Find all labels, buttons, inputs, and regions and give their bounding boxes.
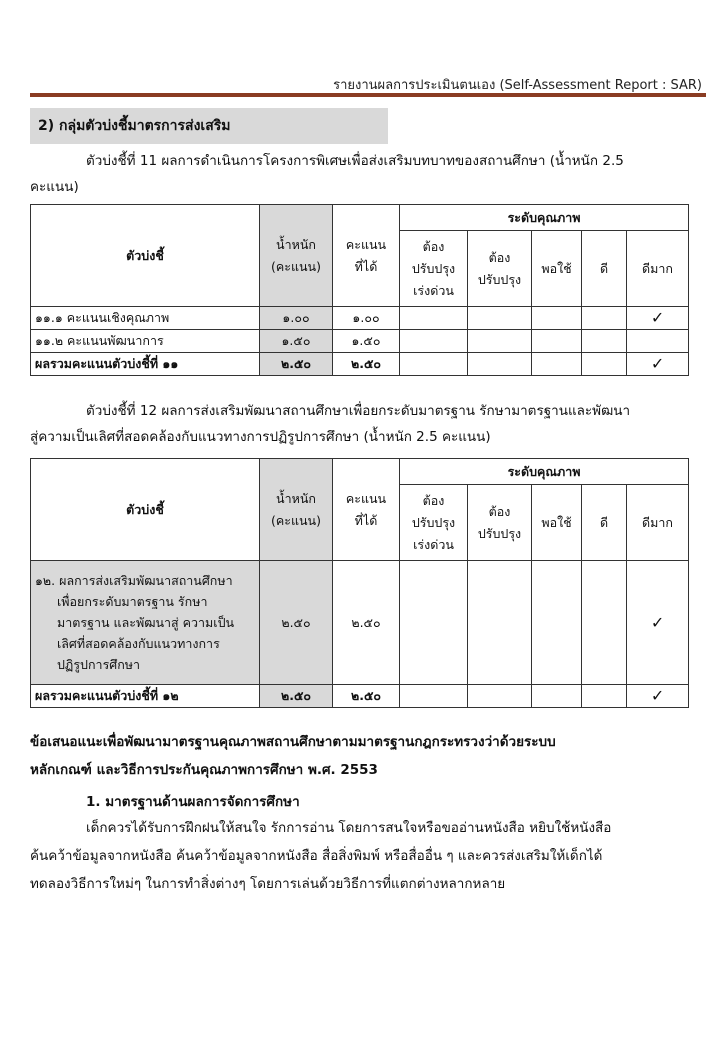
check-icon: ✓ (627, 307, 689, 330)
col-weight-header: น้ำหนัก (คะแนน) (260, 459, 333, 561)
col-weight-header: น้ำหนัก (คะแนน) (260, 205, 333, 307)
col-score-header: คะแนน ที่ได้ (333, 205, 400, 307)
total-weight: ๒.๕๐ (260, 353, 333, 376)
table-row (31, 330, 689, 353)
row-score: ๒.๕๐ (333, 561, 400, 685)
quality-excellent-header: ดีมาก (627, 231, 689, 307)
quality-fair-header: พอใช้ (532, 485, 582, 561)
section-title: 2) กลุ่มตัวบ่งชี้มาตรการส่งเสริม (38, 118, 231, 134)
col-indicator-header: ตัวบ่งชี้ (31, 459, 260, 561)
quality-improve-header: ต้อง ปรับปรุง (468, 485, 532, 561)
recommendation-body: เด็กควรได้รับการฝึกฝนให้สนใจ รักการอ่าน โดยการสนใจหรือขออ่านหนังสือ หยิบใช้หนังสือ ค้นคว้าข้อมูลจากหนังสือ ค้นคว้าข้อมูลจากหนังสือ สื่อสิ่งพิมพ์ หรือสื่ออื่น ๆ และควรส่งเสริมให้เด็กได้ ทดลองวิธีการใหม่ๆ ในการทำสิ่งต่างๆ โดยการเล่นด้วยวิธีการที่แตกต่างหลากหลาย (30, 820, 612, 892)
quality-level-header: ระดับคุณภาพ (400, 205, 689, 231)
total-label: ผลรวมคะแนนตัวบ่งชี้ที่ ๑๑ (31, 353, 260, 376)
indicator-12-table (30, 458, 689, 708)
section-title-box (30, 108, 388, 144)
indicator-11-table (30, 204, 689, 376)
col-score-header: คะแนน ที่ได้ (333, 459, 400, 561)
indicator-12-intro-line1: ตัวบ่งชี้ที่ 12 ผลการส่งเสริมพัฒนาสถานศึกษาเพื่อยกระดับมาตรฐาน รักษามาตรฐานและพัฒนา (86, 403, 631, 419)
table-total-row (31, 685, 689, 708)
row-check (627, 330, 689, 353)
header-rule (30, 93, 706, 97)
total-score: ๒.๕๐ (333, 353, 400, 376)
row-label: ๑๑.๑ คะแนนเชิงคุณภาพ (31, 307, 260, 330)
check-icon: ✓ (627, 561, 689, 685)
total-weight: ๒.๕๐ (260, 685, 333, 708)
recommendation-subheading: 1. มาตรฐานด้านผลการจัดการศึกษา (86, 794, 300, 810)
total-label: ผลรวมคะแนนตัวบ่งชี้ที่ ๑๒ (31, 685, 260, 708)
quality-fair-header: พอใช้ (532, 231, 582, 307)
check-icon: ✓ (627, 353, 689, 376)
col-indicator-header: ตัวบ่งชี้ (31, 205, 260, 307)
row-weight: ๒.๕๐ (260, 561, 333, 685)
total-score: ๒.๕๐ (333, 685, 400, 708)
indicator-12-intro-line2: สู่ความเป็นเลิศที่สอดคล้องกับแนวทางการปฏิรูปการศึกษา (น้ำหนัก 2.5 คะแนน) (30, 429, 491, 445)
report-title: รายงานผลการประเมินตนเอง (Self-Assessment Report : SAR) (333, 78, 702, 93)
row-weight: ๑.๐๐ (260, 307, 333, 330)
indicator-11-intro-line1: ตัวบ่งชี้ที่ 11 ผลการดำเนินการโครงการพิเศษเพื่อส่งเสริมบทบาทของสถานศึกษา (น้ำหนัก 2.5 (86, 153, 624, 169)
row-score: ๑.๐๐ (333, 307, 400, 330)
quality-level-header: ระดับคุณภาพ (400, 459, 689, 485)
quality-urgent-header: ต้อง ปรับปรุง เร่งด่วน (400, 485, 468, 561)
row-score: ๑.๕๐ (333, 330, 400, 353)
quality-good-header: ดี (582, 231, 627, 307)
indicator-11-intro (30, 148, 692, 200)
quality-good-header: ดี (582, 485, 627, 561)
table-row (31, 561, 689, 685)
indicator-11-intro-line2: คะแนน) (30, 179, 79, 195)
quality-urgent-header: ต้อง ปรับปรุง เร่งด่วน (400, 231, 468, 307)
indicator-12-intro (30, 398, 692, 450)
quality-excellent-header: ดีมาก (627, 485, 689, 561)
row-weight: ๑.๕๐ (260, 330, 333, 353)
table-total-row (31, 353, 689, 376)
row-label: ๑๒. ผลการส่งเสริมพัฒนาสถานศึกษา เพื่อยกระดับมาตรฐาน รักษา มาตรฐาน และพัฒนาสู่ ความเป็น เลิศที่สอดคล้องกับแนวทางการ ปฏิรูปการศึกษา (31, 561, 260, 685)
table-row (31, 307, 689, 330)
row-label: ๑๑.๒ คะแนนพัฒนาการ (31, 330, 260, 353)
check-icon: ✓ (627, 685, 689, 708)
quality-improve-header: ต้อง ปรับปรุง (468, 231, 532, 307)
recommendation-heading: ข้อเสนอแนะเพื่อพัฒนามาตรฐานคุณภาพสถานศึกษาตามมาตรฐานกฎกระทรวงว่าด้วยระบบ หลักเกณฑ์ และวิธีการประกันคุณภาพการศึกษา พ.ศ. 2553 (30, 734, 556, 778)
